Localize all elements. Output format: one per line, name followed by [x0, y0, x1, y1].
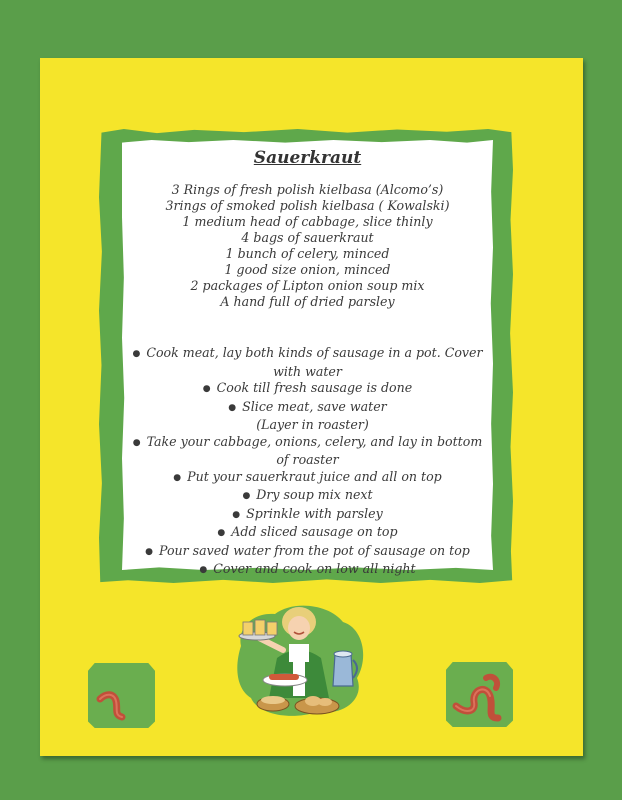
bullet-icon: ●	[145, 546, 153, 557]
ingredient-item: 1 good size onion, minced	[224, 262, 391, 277]
recipe-title: Sauerkraut	[253, 148, 362, 168]
waitress-illustration	[233, 598, 371, 720]
bullet-icon: ●	[173, 472, 182, 483]
bullet-icon: ●	[232, 509, 241, 520]
sausage-icon	[88, 663, 155, 728]
step-text: Pour saved water from the pot of sausage on top	[158, 542, 470, 558]
step-item	[132, 524, 483, 543]
step-text: Put your sauerkraut juice and all on top	[187, 468, 442, 484]
step-text: Take your cabbage, onions, celery, and lay in bottom of roaster	[146, 433, 483, 467]
step-item	[132, 487, 483, 506]
bullet-icon: ●	[132, 349, 141, 359]
steps-list	[132, 345, 483, 580]
sausage-decoration-right	[446, 662, 513, 727]
ingredients-list	[122, 182, 493, 310]
step-text: Cook till fresh sausage is done	[216, 380, 413, 395]
step-text: Cover and cook on low all night	[213, 561, 416, 576]
step-item	[132, 506, 483, 525]
ingredient-item: A hand full of dried parsley	[220, 294, 395, 309]
ingredient-item: 3rings of smoked polish kielbasa ( Kowalski)	[165, 198, 450, 213]
ingredient-item: 2 packages of Lipton onion soup mix	[190, 278, 425, 293]
sausage-decoration-left	[88, 663, 155, 728]
step-item	[132, 434, 483, 469]
ingredient-item: 1 medium head of cabbage, slice thinly	[182, 214, 433, 229]
step-text: Add sliced sausage on top	[231, 524, 398, 539]
step-text: Slice meat, save water	[242, 398, 387, 414]
step-item	[132, 469, 483, 488]
step-text: Sprinkle with parsley	[246, 505, 383, 521]
bullet-icon: ●	[217, 528, 226, 538]
ingredient-item: 3 Rings of fresh polish kielbasa (Alcomo’s)	[171, 182, 444, 197]
bullet-icon: ●	[228, 402, 237, 413]
step-item	[132, 399, 483, 418]
bullet-icon: ●	[242, 491, 251, 501]
step-item	[132, 345, 483, 380]
bullet-icon: ●	[199, 565, 208, 575]
step-note	[132, 417, 483, 434]
step-item	[132, 543, 483, 562]
sausage-icon	[446, 662, 513, 727]
step-text: (Layer in roaster)	[256, 417, 369, 432]
ingredient-item: 4 bags of sauerkraut	[241, 230, 374, 245]
bullet-icon: ●	[202, 384, 211, 394]
step-item	[132, 380, 483, 399]
step-item	[132, 561, 483, 580]
bullet-icon: ●	[132, 437, 141, 448]
ingredient-item: 1 bunch of celery, minced	[225, 246, 390, 261]
step-text: Dry soup mix next	[256, 487, 373, 502]
step-text: Cook meat, lay both kinds of sausage in a pot. Cover with water	[146, 345, 483, 379]
